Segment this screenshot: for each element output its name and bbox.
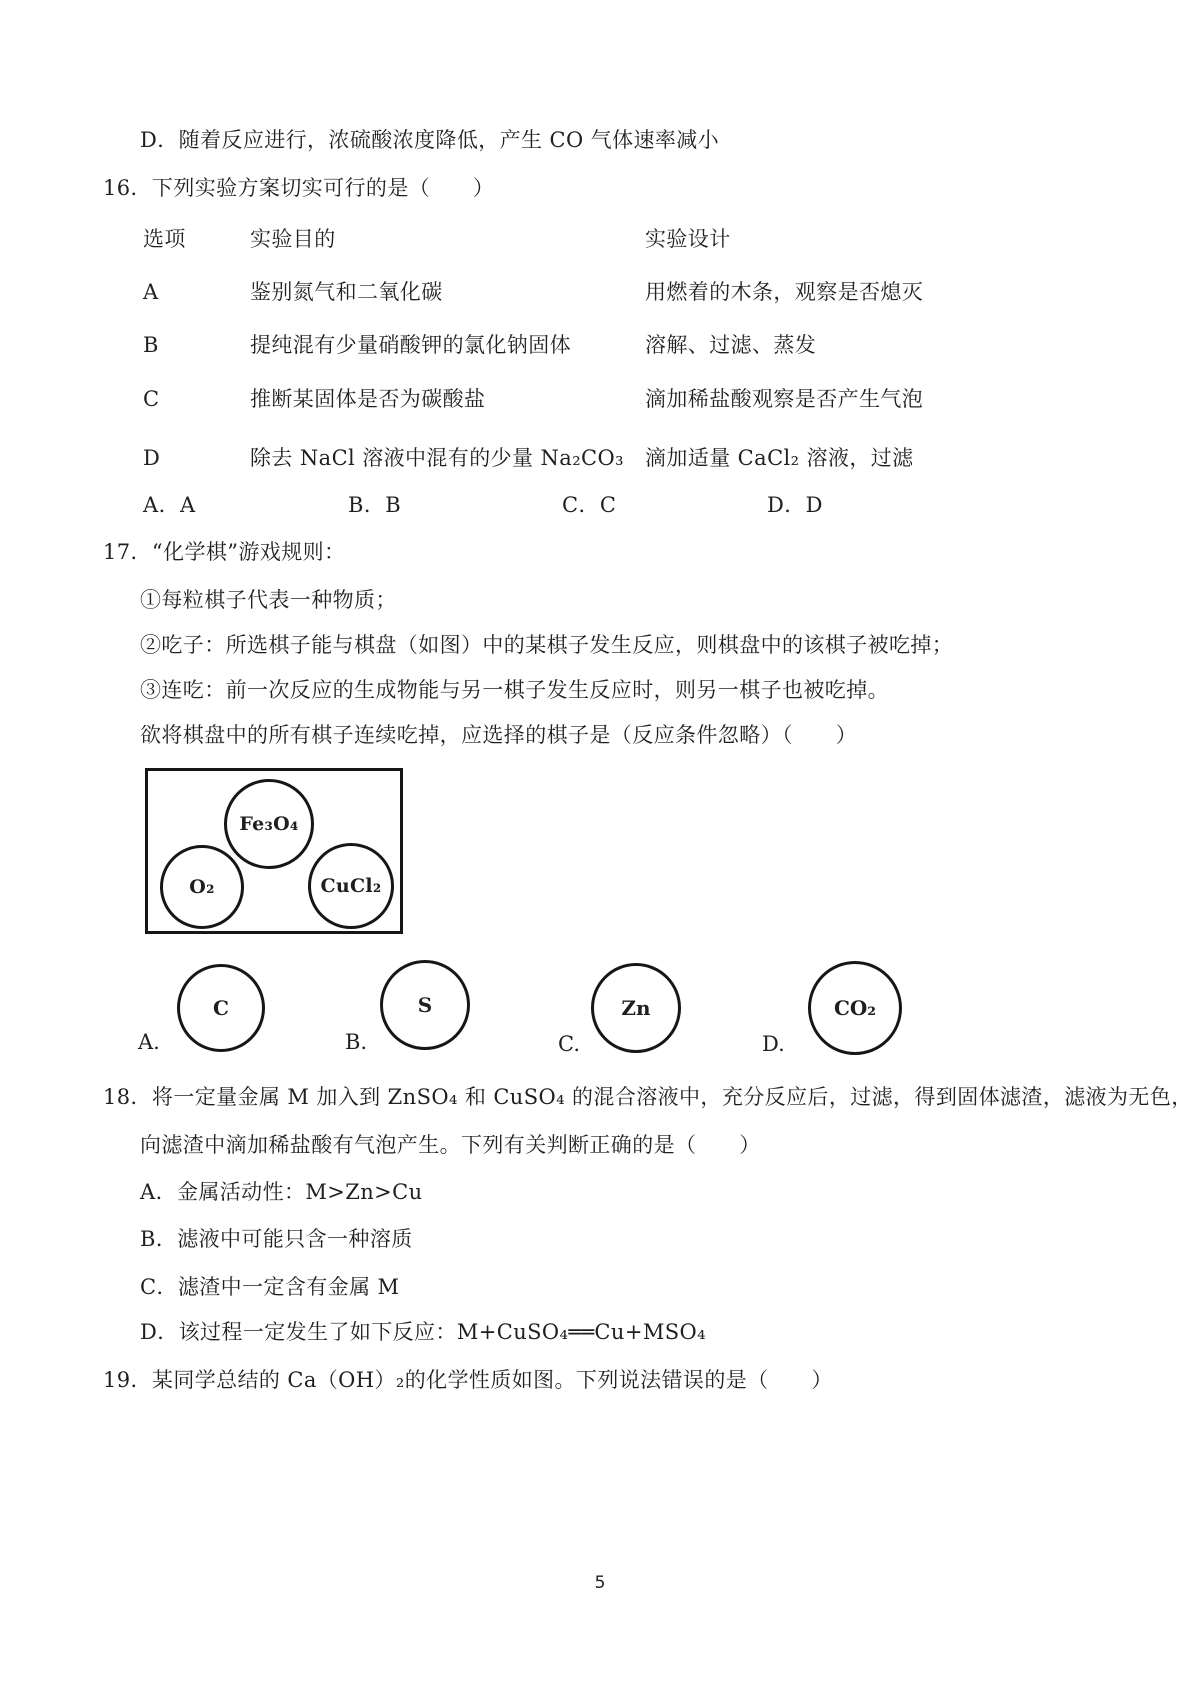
table-cell-design: 滴加稀盐酸观察是否产生气泡: [645, 387, 924, 411]
game-piece-cucl2: [308, 843, 394, 929]
q16-option-c: C．C: [562, 493, 617, 517]
question-16-stem: 16．下列实验方案切实可行的是（ ）: [103, 176, 495, 200]
chess-board: [145, 768, 403, 934]
game-piece-label: CO₂: [833, 996, 877, 1020]
q18-option-c: C．滤渣中一定含有金属 M: [140, 1275, 400, 1299]
q17-option-c-label: C.: [558, 1032, 580, 1056]
q17-question: 欲将棋盘中的所有棋子连续吃掉，应选择的棋子是（反应条件忽略）（ ）: [140, 723, 858, 747]
table-cell-purpose: 推断某固体是否为碳酸盐: [250, 387, 486, 411]
table-cell-option: D: [143, 446, 161, 470]
q16-option-a: A．A: [143, 493, 196, 517]
table-cell-design: 滴加适量 CaCl₂ 溶液，过滤: [645, 446, 914, 470]
game-piece-co2: [808, 961, 902, 1055]
q16-option-b: B．B: [348, 493, 402, 517]
q17-rule-2: ②吃子：所选棋子能与棋盘（如图）中的某棋子发生反应，则棋盘中的该棋子被吃掉；: [140, 633, 954, 657]
q17-option-b-label: B.: [345, 1030, 368, 1054]
table-cell-option: A: [143, 280, 159, 304]
game-piece-label: C: [213, 996, 229, 1020]
q16-header-option: 选项: [143, 227, 186, 251]
table-cell-purpose: 鉴别氮气和二氧化碳: [250, 280, 443, 304]
q16-table-row-a: [143, 280, 923, 305]
q16-header-purpose: 实验目的: [250, 227, 336, 251]
table-cell-design: 用燃着的木条，观察是否熄灭: [645, 280, 924, 304]
q16-table-row-d: [143, 446, 914, 471]
q17-option-d-label: D.: [762, 1032, 785, 1056]
game-piece-fe3o4: [224, 779, 314, 869]
q16-table-header-row: [143, 227, 731, 252]
q16-table-row-c: [143, 387, 923, 412]
question-15-option-d: D．随着反应进行，浓硫酸浓度降低，产生 CO 气体速率减小: [140, 128, 720, 152]
game-piece-label: CuCl₂: [320, 875, 382, 897]
table-cell-purpose: 除去 NaCl 溶液中混有的少量 Na₂CO₃: [250, 446, 624, 470]
q17-rule-1: ①每粒棋子代表一种物质；: [140, 588, 397, 612]
game-piece-c: [177, 964, 265, 1052]
question-17-stem: 17．“化学棋”游戏规则：: [103, 540, 346, 564]
q16-option-d: D．D: [767, 493, 823, 517]
q17-rule-3: ③连吃：前一次反应的生成物能与另一棋子发生反应时，则另一棋子也被吃掉。: [140, 678, 889, 702]
q17-option-a-label: A.: [138, 1030, 160, 1054]
page-number: 5: [594, 1573, 606, 1593]
q18-option-d: D．该过程一定发生了如下反应：M+CuSO₄══Cu+MSO₄: [140, 1320, 706, 1344]
game-piece-label: O₂: [189, 876, 215, 898]
game-piece-label: Zn: [621, 996, 651, 1020]
table-cell-option: B: [143, 333, 159, 357]
question-18-stem-line2: 向滤渣中滴加稀盐酸有气泡产生。下列有关判断正确的是（ ）: [140, 1133, 761, 1157]
table-cell-purpose: 提纯混有少量硝酸钾的氯化钠固体: [250, 333, 571, 357]
game-piece-label: S: [417, 993, 433, 1017]
q18-option-b: B．滤液中可能只含一种溶质: [140, 1227, 413, 1251]
question-18-stem-line1: 18．将一定量金属 M 加入到 ZnSO₄ 和 CuSO₄ 的混合溶液中，充分反应后，过滤，得到固体滤渣，滤液为无色，: [103, 1085, 1193, 1109]
game-piece-zn: [591, 963, 681, 1053]
table-cell-design: 溶解、过滤、蒸发: [645, 333, 817, 357]
game-piece-o2: [160, 845, 244, 929]
q16-header-design: 实验设计: [645, 227, 731, 251]
q16-table-row-b: [143, 333, 816, 358]
q18-option-a: A．金属活动性：M>Zn>Cu: [140, 1180, 423, 1204]
game-piece-s: [380, 960, 470, 1050]
table-cell-option: C: [143, 387, 160, 411]
question-19-stem: 19．某同学总结的 Ca（OH）₂的化学性质如图。下列说法错误的是（ ）: [103, 1368, 833, 1392]
game-piece-label: Fe₃O₄: [239, 813, 299, 835]
